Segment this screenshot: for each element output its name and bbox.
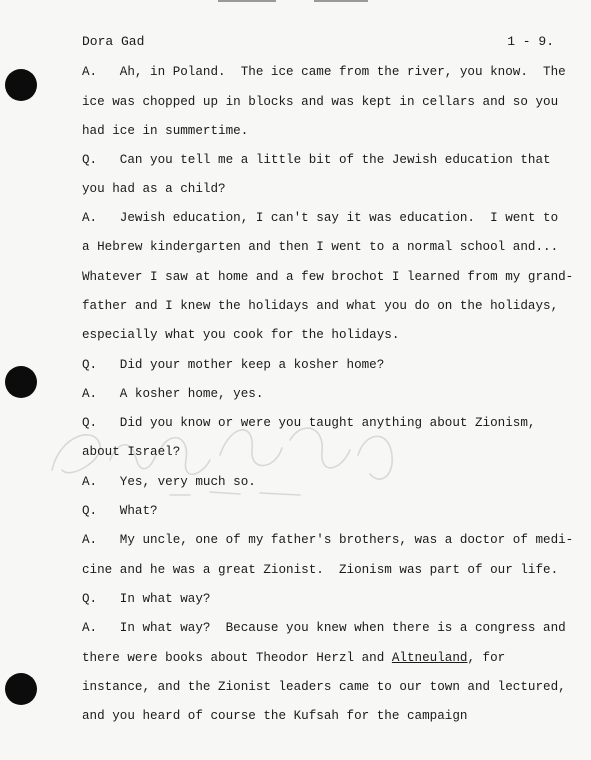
interviewee-name: Dora Gad	[82, 34, 145, 49]
transcript-line: Q. Did your mother keep a kosher home?	[82, 358, 385, 372]
transcript-line: father and I knew the holidays and what you do on the holidays,	[82, 299, 559, 313]
transcript-line: Whatever I saw at home and a few brochot I learned from my grand-	[82, 270, 574, 284]
top-edge-marks	[218, 0, 368, 3]
transcript-line: Q. In what way?	[82, 592, 211, 606]
transcript-line: about Israel?	[82, 445, 181, 459]
transcript-line: you had as a child?	[82, 182, 226, 196]
transcript-line: Q. What?	[82, 504, 158, 518]
transcript-line: a Hebrew kindergarten and then I went to a normal school and...	[82, 240, 559, 254]
transcript-line: A. Yes, very much so.	[82, 475, 256, 489]
punch-hole-bottom	[5, 673, 37, 705]
transcript-line: cine and he was a great Zionist. Zionism was part of our life.	[82, 563, 559, 577]
transcript-line: had ice in summertime.	[82, 124, 249, 138]
transcript-line: A. Ah, in Poland. The ice came from the river, you know. The	[82, 65, 566, 79]
transcript-line: A. A kosher home, yes.	[82, 387, 264, 401]
transcript-line: and you heard of course the Kufsah for the campaign	[82, 709, 468, 723]
transcript-line: especially what you cook for the holidays.	[82, 328, 400, 342]
book-title-underlined: Altneuland	[391, 651, 468, 665]
transcript-line: Q. Did you know or were you taught anything about Zionism,	[82, 416, 536, 430]
transcript-line: ice was chopped up in blocks and was kept in cellars and so you	[82, 95, 559, 109]
transcript-line: instance, and the Zionist leaders came to our town and lectured,	[82, 680, 566, 694]
transcript-line	[82, 650, 505, 666]
page-number: 1 - 9.	[507, 34, 554, 49]
transcript-line: A. Jewish education, I can't say it was education. I went to	[82, 211, 559, 225]
transcript-line: A. My uncle, one of my father's brothers, was a doctor of medi-	[82, 533, 574, 547]
transcript-line: A. In what way? Because you knew when there is a congress and	[82, 621, 566, 635]
punch-hole-top	[5, 69, 37, 101]
transcript-text: , for	[467, 651, 506, 665]
transcript-text: there were books about Theodor Herzl and	[82, 651, 392, 665]
transcript-line: Q. Can you tell me a little bit of the Jewish education that	[82, 153, 551, 167]
punch-hole-middle	[5, 366, 37, 398]
